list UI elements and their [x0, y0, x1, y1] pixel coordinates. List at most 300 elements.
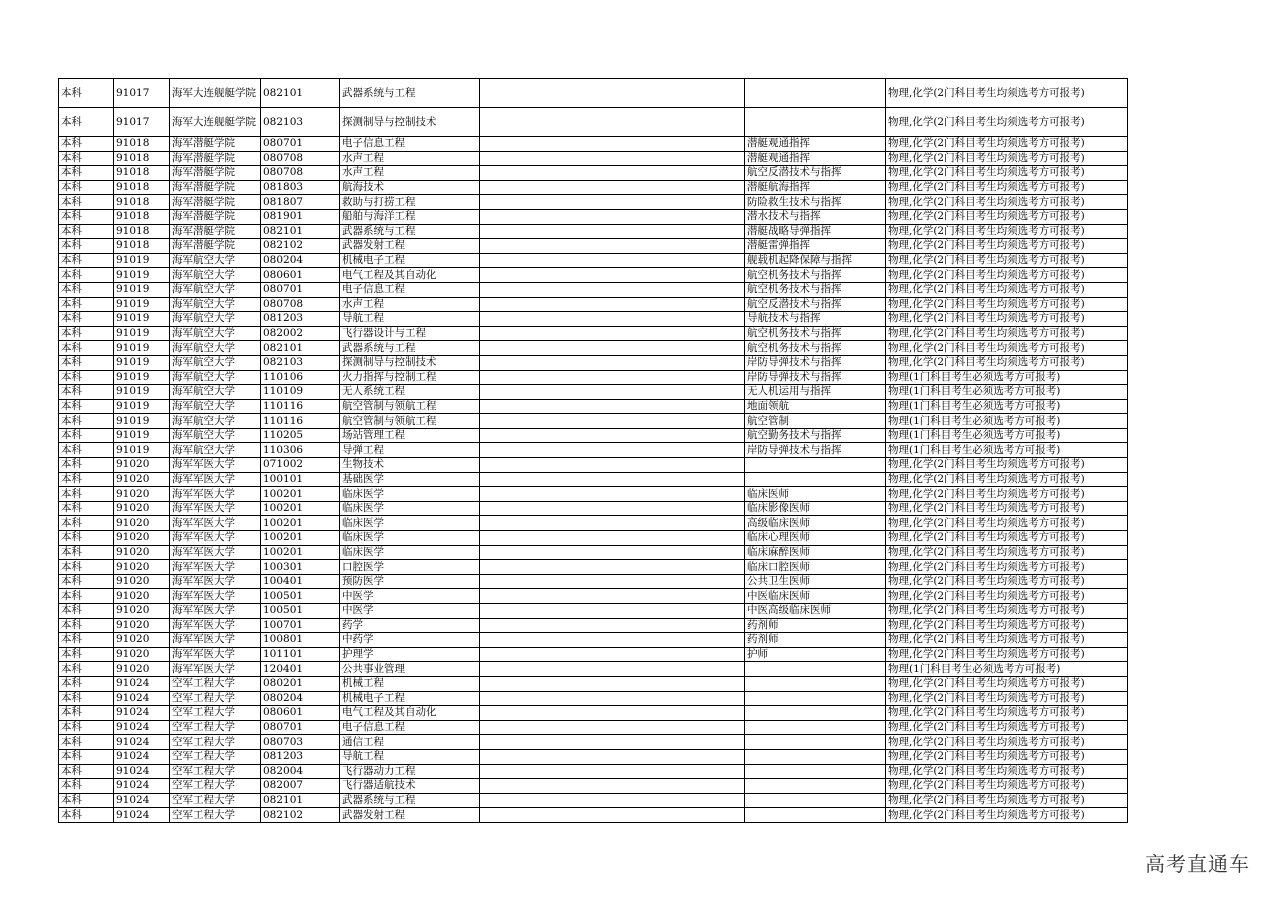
major-name-cell: 探测制导与控制技术	[340, 355, 480, 370]
school-name-cell: 海军航空大学	[170, 312, 261, 327]
major-code-cell: 082103	[261, 355, 340, 370]
major-code-cell: 100501	[261, 604, 340, 619]
school-name-cell: 海军军医大学	[170, 516, 261, 531]
blank-cell	[480, 560, 745, 575]
direction-cell: 药剂师	[745, 633, 886, 648]
level-cell: 本科	[59, 414, 114, 429]
subject-requirement-cell: 物理,化学(2门科目考生均须选考方可报考)	[886, 633, 1128, 648]
blank-cell	[480, 633, 745, 648]
subject-requirement-cell: 物理,化学(2门科目考生均须选考方可报考)	[886, 341, 1128, 356]
major-code-cell: 100801	[261, 633, 340, 648]
blank-cell	[480, 253, 745, 268]
blank-cell	[480, 472, 745, 487]
direction-cell: 航空机务技术与指挥	[745, 341, 886, 356]
major-code-cell: 082101	[261, 341, 340, 356]
table-row	[59, 108, 1128, 137]
direction-cell: 航空机务技术与指挥	[745, 282, 886, 297]
direction-cell: 临床医师	[745, 487, 886, 502]
table-row	[59, 137, 1128, 152]
level-cell: 本科	[59, 79, 114, 108]
major-name-cell: 中药学	[340, 633, 480, 648]
blank-cell	[480, 297, 745, 312]
level-cell: 本科	[59, 399, 114, 414]
direction-cell	[745, 662, 886, 677]
school-code-cell: 91020	[114, 560, 170, 575]
direction-cell: 公共卫生医师	[745, 574, 886, 589]
major-name-cell: 无人系统工程	[340, 385, 480, 400]
major-code-cell: 100201	[261, 487, 340, 502]
major-code-cell: 080701	[261, 137, 340, 152]
major-name-cell: 水声工程	[340, 297, 480, 312]
blank-cell	[480, 458, 745, 473]
major-code-cell: 080601	[261, 268, 340, 283]
school-code-cell: 91019	[114, 414, 170, 429]
school-code-cell: 91024	[114, 676, 170, 691]
school-code-cell: 91017	[114, 108, 170, 137]
direction-cell: 导航技术与指挥	[745, 312, 886, 327]
school-code-cell: 91024	[114, 749, 170, 764]
subject-requirement-cell: 物理(1门科目考生必须选考方可报考)	[886, 662, 1128, 677]
school-name-cell: 海军军医大学	[170, 574, 261, 589]
school-code-cell: 91019	[114, 297, 170, 312]
major-code-cell: 100201	[261, 516, 340, 531]
direction-cell	[745, 764, 886, 779]
major-code-cell: 100201	[261, 531, 340, 546]
table-row	[59, 808, 1128, 823]
level-cell: 本科	[59, 253, 114, 268]
level-cell: 本科	[59, 516, 114, 531]
school-name-cell: 空军工程大学	[170, 691, 261, 706]
school-name-cell: 海军航空大学	[170, 326, 261, 341]
subject-requirement-cell: 物理,化学(2门科目考生均须选考方可报考)	[886, 779, 1128, 794]
table-row	[59, 282, 1128, 297]
school-code-cell: 91020	[114, 458, 170, 473]
direction-cell: 岸防导弹技术与指挥	[745, 370, 886, 385]
blank-cell	[480, 224, 745, 239]
major-code-cell: 100101	[261, 472, 340, 487]
school-name-cell: 海军军医大学	[170, 472, 261, 487]
school-name-cell: 海军军医大学	[170, 604, 261, 619]
school-name-cell: 海军潜艇学院	[170, 151, 261, 166]
level-cell: 本科	[59, 385, 114, 400]
direction-cell	[745, 79, 886, 108]
table-row	[59, 589, 1128, 604]
school-name-cell: 海军航空大学	[170, 253, 261, 268]
major-name-cell: 飞行器动力工程	[340, 764, 480, 779]
major-name-cell: 临床医学	[340, 487, 480, 502]
level-cell: 本科	[59, 501, 114, 516]
table-row	[59, 545, 1128, 560]
school-code-cell: 91019	[114, 268, 170, 283]
table-row	[59, 779, 1128, 794]
level-cell: 本科	[59, 545, 114, 560]
direction-cell	[745, 691, 886, 706]
subject-requirement-cell: 物理,化学(2门科目考生均须选考方可报考)	[886, 79, 1128, 108]
subject-requirement-cell: 物理(1门科目考生必须选考方可报考)	[886, 385, 1128, 400]
school-code-cell: 91018	[114, 180, 170, 195]
level-cell: 本科	[59, 312, 114, 327]
blank-cell	[480, 516, 745, 531]
direction-cell: 潜水技术与指挥	[745, 209, 886, 224]
subject-requirement-cell: 物理,化学(2门科目考生均须选考方可报考)	[886, 574, 1128, 589]
major-code-cell: 080701	[261, 720, 340, 735]
blank-cell	[480, 399, 745, 414]
major-name-cell: 机械电子工程	[340, 691, 480, 706]
school-name-cell: 空军工程大学	[170, 793, 261, 808]
subject-requirement-cell: 物理,化学(2门科目考生均须选考方可报考)	[886, 253, 1128, 268]
school-name-cell: 海军大连舰艇学院	[170, 108, 261, 137]
direction-cell: 潜艇战略导弹指挥	[745, 224, 886, 239]
direction-cell: 潜艇观通指挥	[745, 151, 886, 166]
school-code-cell: 91020	[114, 604, 170, 619]
blank-cell	[480, 487, 745, 502]
subject-requirement-cell: 物理,化学(2门科目考生均须选考方可报考)	[886, 647, 1128, 662]
major-name-cell: 场站管理工程	[340, 428, 480, 443]
school-name-cell: 空军工程大学	[170, 764, 261, 779]
level-cell: 本科	[59, 239, 114, 254]
blank-cell	[480, 706, 745, 721]
major-name-cell: 中医学	[340, 589, 480, 604]
major-name-cell: 武器系统与工程	[340, 224, 480, 239]
table-row	[59, 385, 1128, 400]
table-row	[59, 749, 1128, 764]
level-cell: 本科	[59, 676, 114, 691]
major-code-cell: 120401	[261, 662, 340, 677]
school-code-cell: 91020	[114, 574, 170, 589]
table-row	[59, 209, 1128, 224]
school-code-cell: 91024	[114, 720, 170, 735]
blank-cell	[480, 209, 745, 224]
subject-requirement-cell: 物理,化学(2门科目考生均须选考方可报考)	[886, 501, 1128, 516]
school-code-cell: 91019	[114, 355, 170, 370]
level-cell: 本科	[59, 589, 114, 604]
school-name-cell: 海军航空大学	[170, 385, 261, 400]
school-name-cell: 空军工程大学	[170, 735, 261, 750]
school-name-cell: 海军航空大学	[170, 443, 261, 458]
level-cell: 本科	[59, 137, 114, 152]
major-name-cell: 临床医学	[340, 516, 480, 531]
direction-cell	[745, 458, 886, 473]
direction-cell	[745, 749, 886, 764]
direction-cell	[745, 779, 886, 794]
school-code-cell: 91017	[114, 79, 170, 108]
major-name-cell: 探测制导与控制技术	[340, 108, 480, 137]
direction-cell: 中医临床医师	[745, 589, 886, 604]
blank-cell	[480, 108, 745, 137]
level-cell: 本科	[59, 662, 114, 677]
major-name-cell: 电子信息工程	[340, 720, 480, 735]
blank-cell	[480, 720, 745, 735]
school-code-cell: 91018	[114, 166, 170, 181]
watermark: 高考直通车	[1145, 852, 1250, 876]
table-row	[59, 370, 1128, 385]
level-cell: 本科	[59, 604, 114, 619]
table-row	[59, 166, 1128, 181]
school-name-cell: 海军军医大学	[170, 458, 261, 473]
major-code-cell: 081203	[261, 312, 340, 327]
subject-requirement-cell: 物理,化学(2门科目考生均须选考方可报考)	[886, 224, 1128, 239]
blank-cell	[480, 151, 745, 166]
school-name-cell: 海军航空大学	[170, 297, 261, 312]
level-cell: 本科	[59, 151, 114, 166]
major-name-cell: 武器发射工程	[340, 808, 480, 823]
subject-requirement-cell: 物理(1门科目考生必须选考方可报考)	[886, 399, 1128, 414]
table-row	[59, 720, 1128, 735]
subject-requirement-cell: 物理(1门科目考生必须选考方可报考)	[886, 428, 1128, 443]
school-name-cell: 海军潜艇学院	[170, 195, 261, 210]
major-code-cell: 082102	[261, 808, 340, 823]
major-code-cell: 100301	[261, 560, 340, 575]
table-row	[59, 180, 1128, 195]
major-name-cell: 船舶与海洋工程	[340, 209, 480, 224]
school-code-cell: 91019	[114, 385, 170, 400]
level-cell: 本科	[59, 749, 114, 764]
table-row	[59, 224, 1128, 239]
level-cell: 本科	[59, 209, 114, 224]
school-name-cell: 海军军医大学	[170, 531, 261, 546]
subject-requirement-cell: 物理,化学(2门科目考生均须选考方可报考)	[886, 268, 1128, 283]
blank-cell	[480, 195, 745, 210]
direction-cell: 防险救生技术与指挥	[745, 195, 886, 210]
blank-cell	[480, 501, 745, 516]
major-code-cell: 080204	[261, 253, 340, 268]
school-code-cell: 91018	[114, 151, 170, 166]
major-name-cell: 武器系统与工程	[340, 79, 480, 108]
level-cell: 本科	[59, 268, 114, 283]
direction-cell: 航空机务技术与指挥	[745, 268, 886, 283]
subject-requirement-cell: 物理,化学(2门科目考生均须选考方可报考)	[886, 326, 1128, 341]
level-cell: 本科	[59, 779, 114, 794]
direction-cell: 航空勤务技术与指挥	[745, 428, 886, 443]
major-name-cell: 救助与打捞工程	[340, 195, 480, 210]
major-code-cell: 081901	[261, 209, 340, 224]
school-name-cell: 海军潜艇学院	[170, 166, 261, 181]
admissions-table	[58, 78, 1128, 823]
major-name-cell: 临床医学	[340, 545, 480, 560]
table-row	[59, 458, 1128, 473]
school-name-cell: 空军工程大学	[170, 749, 261, 764]
blank-cell	[480, 268, 745, 283]
major-code-cell: 100401	[261, 574, 340, 589]
level-cell: 本科	[59, 180, 114, 195]
major-code-cell: 080701	[261, 282, 340, 297]
subject-requirement-cell: 物理(1门科目考生必须选考方可报考)	[886, 443, 1128, 458]
major-code-cell: 100201	[261, 545, 340, 560]
major-name-cell: 机械电子工程	[340, 253, 480, 268]
blank-cell	[480, 531, 745, 546]
school-name-cell: 海军军医大学	[170, 560, 261, 575]
level-cell: 本科	[59, 560, 114, 575]
school-name-cell: 海军军医大学	[170, 647, 261, 662]
level-cell: 本科	[59, 428, 114, 443]
school-code-cell: 91024	[114, 808, 170, 823]
school-name-cell: 海军大连舰艇学院	[170, 79, 261, 108]
major-code-cell: 110306	[261, 443, 340, 458]
direction-cell	[745, 472, 886, 487]
subject-requirement-cell: 物理,化学(2门科目考生均须选考方可报考)	[886, 691, 1128, 706]
subject-requirement-cell: 物理,化学(2门科目考生均须选考方可报考)	[886, 531, 1128, 546]
table-body	[59, 79, 1128, 823]
school-code-cell: 91020	[114, 501, 170, 516]
school-name-cell: 海军军医大学	[170, 633, 261, 648]
direction-cell	[745, 793, 886, 808]
level-cell: 本科	[59, 691, 114, 706]
major-name-cell: 导航工程	[340, 749, 480, 764]
blank-cell	[480, 414, 745, 429]
major-name-cell: 预防医学	[340, 574, 480, 589]
table-row	[59, 618, 1128, 633]
school-code-cell: 91019	[114, 312, 170, 327]
table-row	[59, 647, 1128, 662]
table-row	[59, 764, 1128, 779]
table-row	[59, 560, 1128, 575]
table-row	[59, 79, 1128, 108]
table-row	[59, 472, 1128, 487]
blank-cell	[480, 618, 745, 633]
subject-requirement-cell: 物理,化学(2门科目考生均须选考方可报考)	[886, 618, 1128, 633]
direction-cell	[745, 676, 886, 691]
subject-requirement-cell: 物理,化学(2门科目考生均须选考方可报考)	[886, 108, 1128, 137]
blank-cell	[480, 662, 745, 677]
level-cell: 本科	[59, 443, 114, 458]
major-name-cell: 航空管制与领航工程	[340, 414, 480, 429]
table-row	[59, 735, 1128, 750]
school-name-cell: 海军航空大学	[170, 370, 261, 385]
direction-cell: 航空反潜技术与指挥	[745, 297, 886, 312]
major-name-cell: 基础医学	[340, 472, 480, 487]
school-code-cell: 91024	[114, 793, 170, 808]
table-row	[59, 253, 1128, 268]
major-name-cell: 武器系统与工程	[340, 341, 480, 356]
table-row	[59, 676, 1128, 691]
school-code-cell: 91018	[114, 239, 170, 254]
subject-requirement-cell: 物理,化学(2门科目考生均须选考方可报考)	[886, 516, 1128, 531]
major-code-cell: 082004	[261, 764, 340, 779]
school-code-cell: 91019	[114, 428, 170, 443]
major-code-cell: 110106	[261, 370, 340, 385]
table-row	[59, 662, 1128, 677]
level-cell: 本科	[59, 487, 114, 502]
major-code-cell: 082101	[261, 793, 340, 808]
major-code-cell: 081807	[261, 195, 340, 210]
school-code-cell: 91019	[114, 399, 170, 414]
table-row	[59, 151, 1128, 166]
school-code-cell: 91019	[114, 326, 170, 341]
school-code-cell: 91019	[114, 370, 170, 385]
table-row	[59, 414, 1128, 429]
level-cell: 本科	[59, 224, 114, 239]
direction-cell: 无人机运用与指挥	[745, 385, 886, 400]
blank-cell	[480, 764, 745, 779]
direction-cell: 药剂师	[745, 618, 886, 633]
subject-requirement-cell: 物理(1门科目考生必须选考方可报考)	[886, 370, 1128, 385]
blank-cell	[480, 691, 745, 706]
direction-cell	[745, 808, 886, 823]
level-cell: 本科	[59, 735, 114, 750]
subject-requirement-cell: 物理,化学(2门科目考生均须选考方可报考)	[886, 604, 1128, 619]
school-code-cell: 91020	[114, 531, 170, 546]
major-code-cell: 082101	[261, 224, 340, 239]
subject-requirement-cell: 物理,化学(2门科目考生均须选考方可报考)	[886, 589, 1128, 604]
major-code-cell: 082007	[261, 779, 340, 794]
direction-cell	[745, 108, 886, 137]
table-row	[59, 501, 1128, 516]
major-name-cell: 口腔医学	[340, 560, 480, 575]
subject-requirement-cell: 物理,化学(2门科目考生均须选考方可报考)	[886, 706, 1128, 721]
major-code-cell: 082102	[261, 239, 340, 254]
blank-cell	[480, 326, 745, 341]
level-cell: 本科	[59, 458, 114, 473]
direction-cell: 航空机务技术与指挥	[745, 326, 886, 341]
subject-requirement-cell: 物理,化学(2门科目考生均须选考方可报考)	[886, 312, 1128, 327]
subject-requirement-cell: 物理,化学(2门科目考生均须选考方可报考)	[886, 180, 1128, 195]
major-name-cell: 水声工程	[340, 166, 480, 181]
school-name-cell: 海军航空大学	[170, 268, 261, 283]
level-cell: 本科	[59, 282, 114, 297]
blank-cell	[480, 239, 745, 254]
table-row	[59, 604, 1128, 619]
direction-cell	[745, 735, 886, 750]
school-name-cell: 海军军医大学	[170, 589, 261, 604]
major-name-cell: 飞行器设计与工程	[340, 326, 480, 341]
subject-requirement-cell: 物理,化学(2门科目考生均须选考方可报考)	[886, 545, 1128, 560]
major-code-cell: 110205	[261, 428, 340, 443]
direction-cell: 护师	[745, 647, 886, 662]
school-code-cell: 91024	[114, 764, 170, 779]
table-row	[59, 633, 1128, 648]
direction-cell	[745, 720, 886, 735]
table-row	[59, 341, 1128, 356]
level-cell: 本科	[59, 706, 114, 721]
direction-cell: 岸防导弹技术与指挥	[745, 443, 886, 458]
subject-requirement-cell: 物理,化学(2门科目考生均须选考方可报考)	[886, 355, 1128, 370]
school-code-cell: 91024	[114, 735, 170, 750]
major-name-cell: 武器发射工程	[340, 239, 480, 254]
major-code-cell: 080601	[261, 706, 340, 721]
blank-cell	[480, 370, 745, 385]
table-row	[59, 574, 1128, 589]
major-name-cell: 公共事业管理	[340, 662, 480, 677]
blank-cell	[480, 355, 745, 370]
blank-cell	[480, 282, 745, 297]
school-code-cell: 91019	[114, 341, 170, 356]
level-cell: 本科	[59, 326, 114, 341]
school-name-cell: 海军潜艇学院	[170, 224, 261, 239]
blank-cell	[480, 604, 745, 619]
subject-requirement-cell: 物理,化学(2门科目考生均须选考方可报考)	[886, 458, 1128, 473]
school-code-cell: 91019	[114, 253, 170, 268]
school-name-cell: 海军航空大学	[170, 428, 261, 443]
subject-requirement-cell: 物理,化学(2门科目考生均须选考方可报考)	[886, 808, 1128, 823]
school-code-cell: 91020	[114, 545, 170, 560]
major-name-cell: 护理学	[340, 647, 480, 662]
major-code-cell: 080703	[261, 735, 340, 750]
blank-cell	[480, 574, 745, 589]
table-row	[59, 355, 1128, 370]
direction-cell: 临床心理医师	[745, 531, 886, 546]
major-code-cell: 081203	[261, 749, 340, 764]
table-row	[59, 195, 1128, 210]
major-name-cell: 航空管制与领航工程	[340, 399, 480, 414]
school-name-cell: 空军工程大学	[170, 676, 261, 691]
direction-cell: 潜艇雷弹指挥	[745, 239, 886, 254]
major-code-cell: 110109	[261, 385, 340, 400]
school-name-cell: 海军航空大学	[170, 355, 261, 370]
major-code-cell: 071002	[261, 458, 340, 473]
major-code-cell: 080204	[261, 691, 340, 706]
subject-requirement-cell: 物理,化学(2门科目考生均须选考方可报考)	[886, 282, 1128, 297]
subject-requirement-cell: 物理,化学(2门科目考生均须选考方可报考)	[886, 239, 1128, 254]
